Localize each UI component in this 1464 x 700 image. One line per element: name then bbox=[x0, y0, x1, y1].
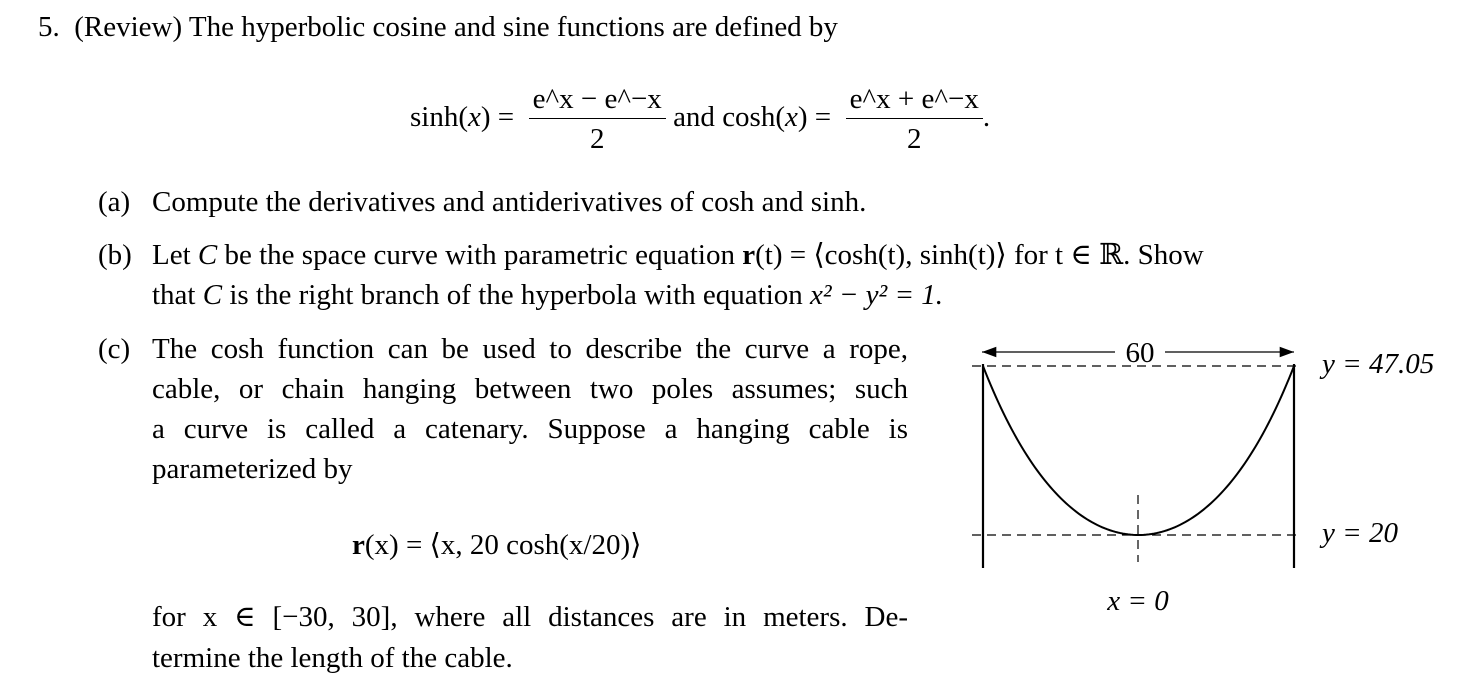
sinh-numerator: e^x − e^−x bbox=[529, 80, 666, 119]
text: that bbox=[152, 279, 196, 311]
part-c-label: (c) bbox=[98, 333, 131, 365]
text: Let bbox=[152, 239, 191, 271]
variable-x: x bbox=[785, 101, 798, 134]
sinh-label: sinh( bbox=[410, 101, 468, 134]
problem-heading bbox=[38, 10, 838, 45]
cosh-numerator: e^x + e^−x bbox=[846, 80, 983, 119]
part-b-line-2 bbox=[152, 278, 943, 313]
cosh-fraction bbox=[846, 80, 983, 159]
curve-symbol: C bbox=[197, 239, 218, 271]
and-word: and bbox=[673, 101, 715, 134]
part-c-closing-2: termine the length of the cable. bbox=[152, 642, 513, 674]
cable-equation bbox=[352, 528, 641, 563]
hyperbolic-definitions bbox=[410, 80, 990, 159]
part-a-text: Compute the derivatives and antiderivatives of cosh and sinh. bbox=[152, 186, 867, 218]
cosh-denominator: 2 bbox=[906, 123, 922, 155]
text: be the space curve with parametric equation bbox=[224, 239, 735, 271]
catenary-diagram bbox=[960, 330, 1460, 630]
variable-x: x bbox=[468, 101, 481, 134]
center-x-label: x = 0 bbox=[1107, 585, 1169, 617]
part-c-line-3: a curve is called a catenary. Suppose a hanging cable is bbox=[152, 413, 908, 445]
curve-symbol: C bbox=[202, 279, 223, 311]
part-b-label: (b) bbox=[98, 239, 132, 271]
span-label: 60 bbox=[1125, 337, 1155, 369]
part-c-line-1: The cosh function can be used to describe the curve a rope, bbox=[152, 333, 908, 365]
problem-intro: (Review) The hyperbolic cosine and sine functions are defined by bbox=[74, 11, 838, 43]
vector-r: r bbox=[352, 529, 365, 561]
text: (x) = ⟨x, 20 cosh(x/20)⟩ bbox=[364, 529, 642, 561]
part-b-line-1 bbox=[152, 238, 1204, 273]
part-c-line-4: parameterized by bbox=[152, 453, 353, 485]
part-a-label: (a) bbox=[98, 186, 131, 218]
problem-number: 5. bbox=[38, 11, 60, 43]
sinh-denominator: 2 bbox=[589, 123, 605, 155]
equals-sign: ) = bbox=[480, 101, 515, 134]
cosh-label: cosh( bbox=[722, 101, 786, 134]
catenary-curve bbox=[983, 366, 1294, 535]
equals-sign: ) = bbox=[797, 101, 832, 134]
text: is the right branch of the hyperbola with equation bbox=[229, 279, 803, 311]
bottom-height-label: y = 20 bbox=[1322, 517, 1398, 549]
text: (t) = ⟨cosh(t), sinh(t)⟩ for t ∈ ℝ. Show bbox=[755, 239, 1204, 271]
part-c-closing-1: for x ∈ [−30, 30], where all distances are in meters. De- bbox=[152, 601, 908, 633]
top-height-label: y = 47.05 bbox=[1322, 348, 1435, 380]
period: . bbox=[982, 101, 991, 134]
hyperbola-equation: x² − y² = 1. bbox=[810, 279, 944, 311]
vector-r: r bbox=[742, 239, 756, 271]
sinh-fraction bbox=[529, 80, 666, 159]
part-c-line-2: cable, or chain hanging between two poles assumes; such bbox=[152, 373, 908, 405]
